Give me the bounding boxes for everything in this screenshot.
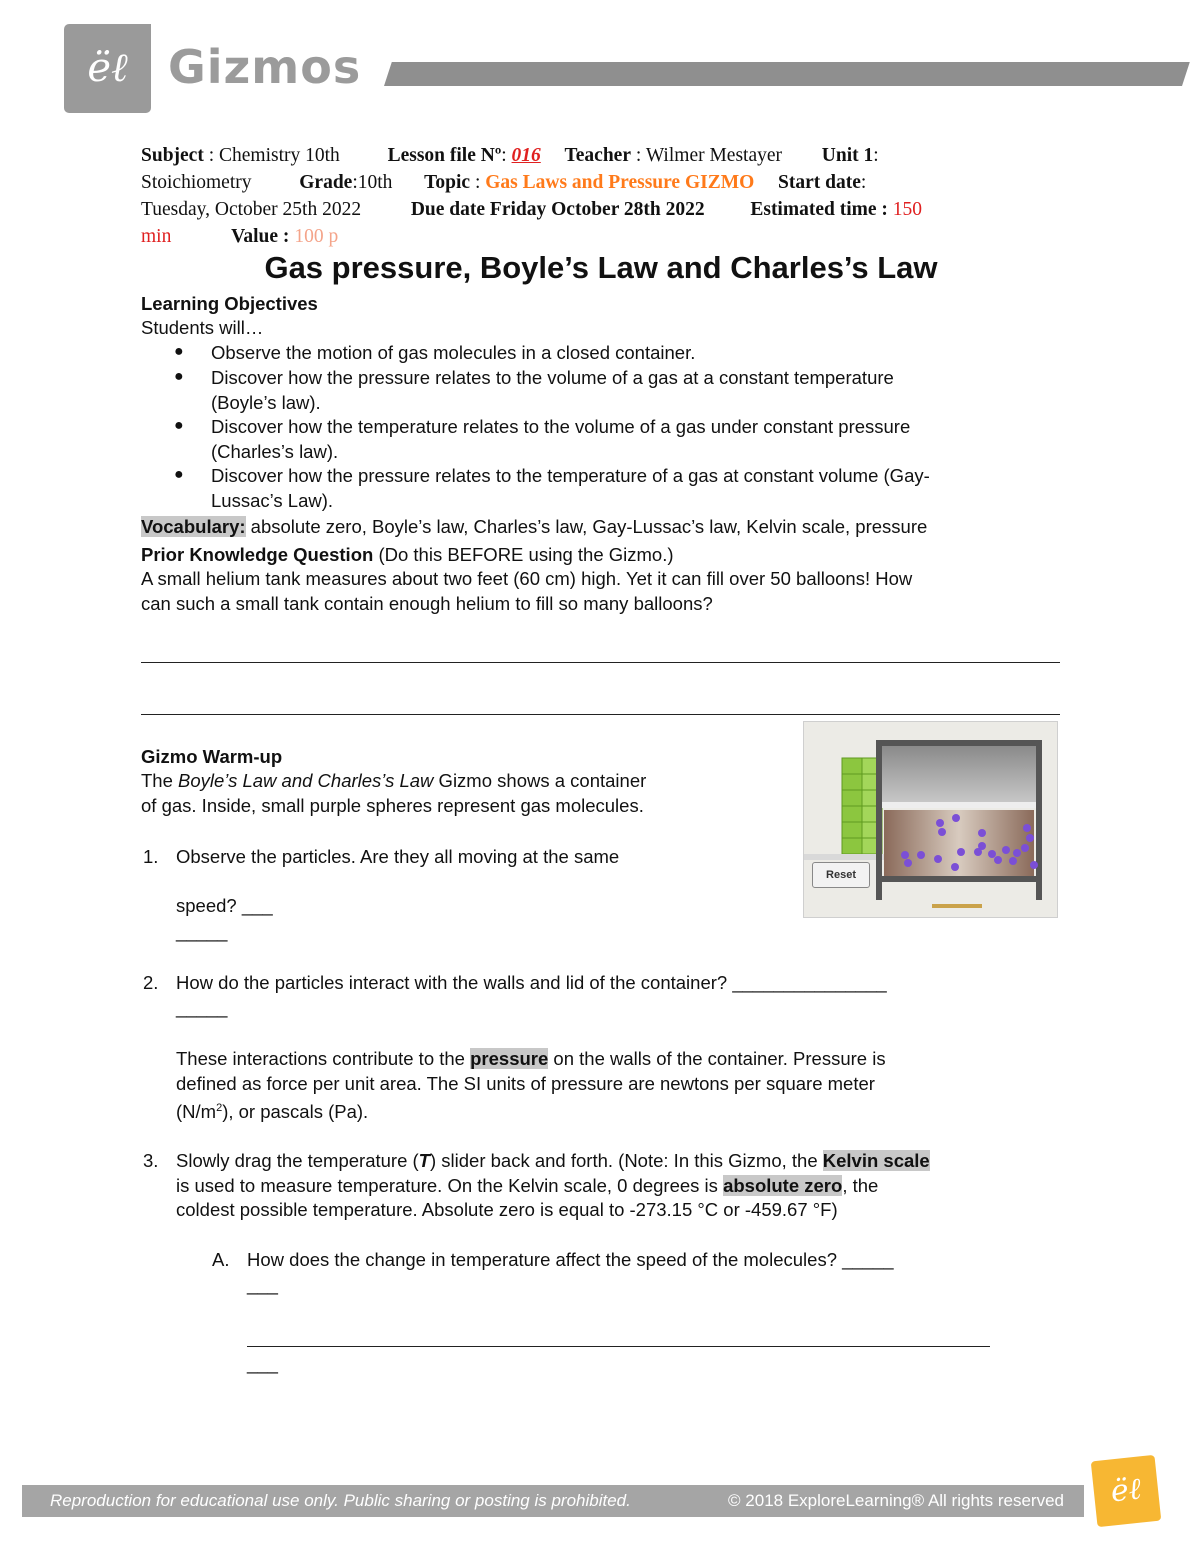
topic-value: Gas Laws and Pressure GIZMO [485, 172, 755, 193]
answer-line[interactable] [141, 714, 1060, 715]
lesson-label: Lesson file Nº [387, 145, 502, 166]
pressure-term: pressure [470, 1048, 549, 1069]
due-date: Due date Friday October 28th 2022 [410, 199, 705, 220]
subject-label: Subject [141, 145, 204, 166]
q1-answer[interactable]: speed? ___ [176, 895, 273, 916]
objective-item: Observe the motion of gas molecules in a closed container. [211, 342, 696, 363]
q2-text: How do the particles interact with the walls and lid of the container? _______________ [176, 972, 887, 993]
unit-label: Unit 1 [821, 145, 874, 166]
lesson-number: 016 [511, 145, 541, 166]
q1-answer-line[interactable]: _____ [176, 921, 228, 942]
bullet-icon: ● [174, 466, 184, 483]
start-label: Start date [778, 172, 861, 193]
answer-line[interactable] [247, 1346, 990, 1347]
estimated-time-label: Estimated time : [750, 199, 888, 220]
q3a-text: How does the change in temperature affect the speed of the molecules? _____ [247, 1249, 894, 1270]
teacher-value: Wilmer Mestayer [645, 145, 783, 166]
start-date: Tuesday, October 25th 2022 [141, 199, 362, 220]
q3a-answer-line-2[interactable]: ___ [247, 1353, 278, 1374]
answer-line[interactable] [141, 662, 1060, 663]
objective-item: Discover how the pressure relates to the volume of a gas at a constant temperature (Boyle’s law). [211, 367, 894, 413]
bullet-icon: ● [174, 368, 184, 385]
footer-bar [22, 1485, 1084, 1517]
value-label: Value : [231, 226, 290, 247]
q3a-answer-line[interactable]: ___ [247, 1274, 278, 1295]
prior-question: A small helium tank measures about two feet (60 cm) high. Yet it can fill over 50 balloons! How can such a small tank contain enough helium to fill so many balloons? [141, 568, 913, 614]
kelvin-scale-term: Kelvin scale [822, 1150, 930, 1171]
header-bar [384, 62, 1190, 86]
teacher-label: Teacher [564, 145, 631, 166]
bullet-icon: ● [174, 343, 184, 360]
q1-text: Observe the particles. Are they all moving at the same [176, 846, 620, 867]
vocabulary-terms: absolute zero, Boyle’s law, Charles’s law, Gay-Lussac’s law, Kelvin scale, pressure [245, 516, 928, 537]
warmup-intro: The Boyle’s Law and Charles’s Law Gizmo shows a container of gas. Inside, small purple spheres represent gas molecules. [141, 770, 647, 816]
bullet-icon: ● [174, 417, 184, 434]
objectives-intro: Students will… [141, 317, 264, 338]
gizmos-logo: ëℓ [64, 24, 151, 113]
value-points: 100 p [294, 226, 339, 247]
prior-label: Prior Knowledge Question [141, 544, 374, 565]
brand-name: Gizmos [168, 40, 362, 94]
grade-value: 10th [357, 172, 393, 193]
warmup-heading: Gizmo Warm-up [141, 746, 283, 767]
q2-number: 2. [143, 972, 159, 993]
explorelearning-logo: ëℓ [1091, 1455, 1162, 1527]
estimated-time-value: 150 [892, 199, 923, 220]
footer-copyright: © 2018 ExploreLearning® All rights reserved [728, 1491, 1064, 1510]
vocabulary [141, 515, 927, 540]
absolute-zero-term: absolute zero [723, 1174, 843, 1196]
gizmo-screenshot [803, 721, 1058, 918]
lesson-info: Subject : Chemistry 10th Lesson file Nº: 016 Teacher : Wilmer Mestayer Unit 1: Stoichiometry Grade:10th Topic : Gas Laws and Pressure GIZMO Start date: Tuesday, October 25th 2022 Due date Friday October 28th 2022 Estimated time : 150 min Value : 100 p [141, 145, 923, 247]
objective-item: Discover how the pressure relates to the temperature of a gas at constant volume (Gay- Lussac’s Law). [211, 465, 930, 511]
objectives-heading: Learning Objectives [141, 293, 318, 314]
subject-value: Chemistry 10th [219, 145, 340, 166]
footer-disclaimer: Reproduction for educational use only. Public sharing or posting is prohibited. [50, 1491, 631, 1510]
q2-answer-line[interactable]: _____ [176, 997, 228, 1018]
prior-note: (Do this BEFORE using the Gizmo.) [373, 544, 674, 565]
q1-number: 1. [143, 846, 159, 867]
q3a-letter: A. [212, 1249, 230, 1270]
q3-number: 3. [143, 1150, 159, 1171]
unit-value: Stoichiometry [141, 172, 252, 193]
pressure-explanation: These interactions contribute to the pressure on the walls of the container. Pressure is defined as force per unit area. The SI units of pressure are newtons per square meter $(N/m^2)$, or pascals (Pa). [176, 1048, 886, 1123]
objective-item: Discover how the temperature relates to the volume of a gas under constant pressure (Charles’s law). [211, 416, 911, 462]
prior-knowledge-heading [141, 543, 674, 568]
topic-label: Topic [424, 172, 471, 193]
grade-label: Grade [299, 172, 353, 193]
q3-text: Slowly drag the temperature (T) slider back and forth. (Note: In this Gizmo, the Kelvin scale is used to measure temperature. On the Kelvin scale, 0 degrees is absolute zero, the coldest possible temperature. Absolute zero is equal to -273.15 °C or -459.67 °F) [176, 1150, 930, 1220]
page-title: Gas pressure, Boyle’s Law and Charles’s Law [264, 250, 938, 285]
reset-button[interactable]: Reset [812, 862, 870, 888]
vocabulary-label: Vocabulary: [141, 516, 246, 537]
estimated-time-unit: min [141, 226, 172, 247]
